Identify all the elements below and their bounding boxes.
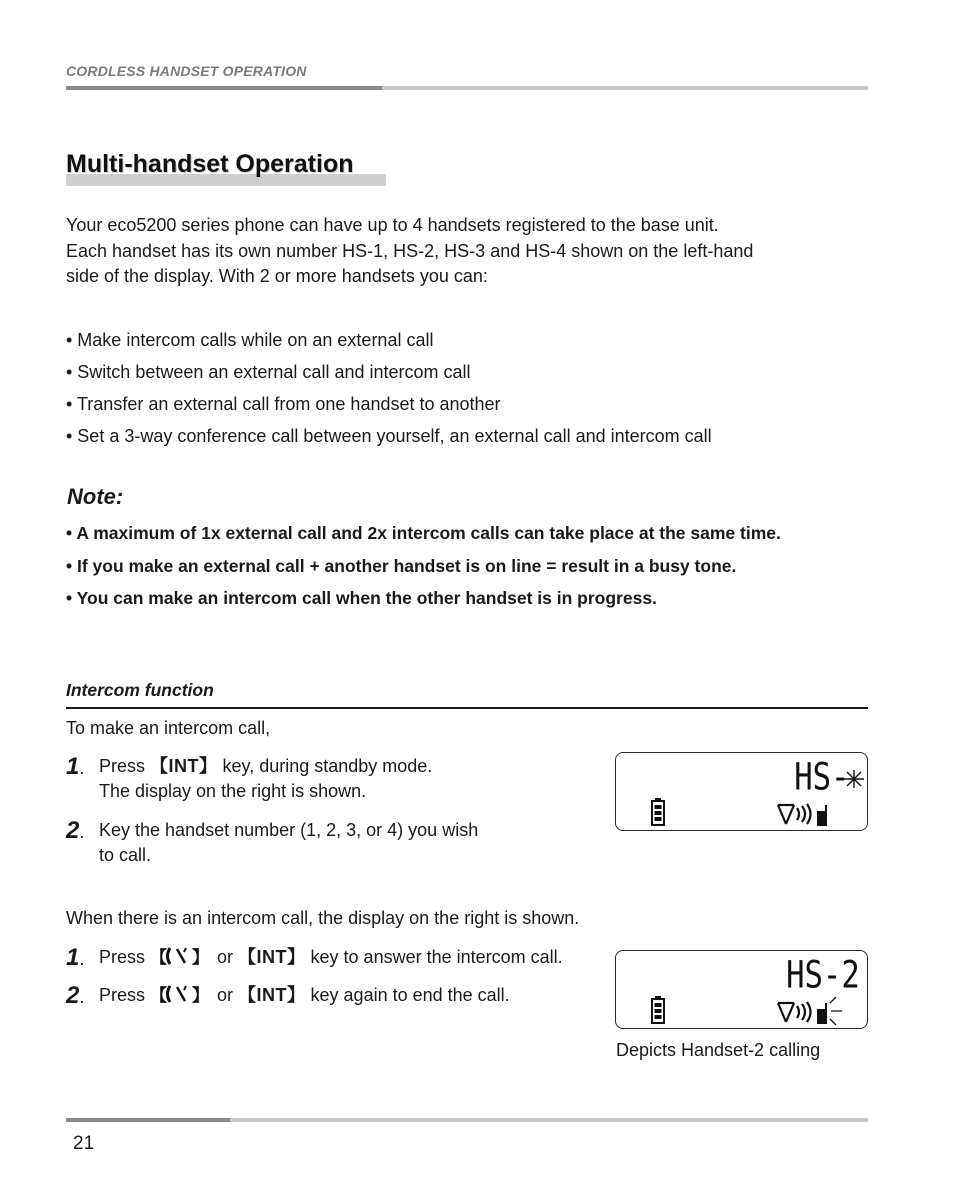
lcd-display-graphic <box>616 951 867 1028</box>
signal-antenna-icon <box>778 804 811 824</box>
svg-text:【: 【 <box>150 986 168 1004</box>
step-number: 1 <box>66 944 80 971</box>
page-title-block <box>66 150 354 179</box>
step-2: 2. <box>66 817 85 844</box>
step-1-text: Press 【INT】 key, during standby mode. The display on the right is shown. <box>99 756 433 801</box>
feature-list <box>66 327 886 455</box>
intercom-intro: To make an intercom call, <box>66 718 271 738</box>
intro-line: side of the display. With 2 or more handsets you can: <box>66 266 488 286</box>
lcd-hs-text: HS-2 <box>786 953 860 998</box>
note-item: • A maximum of 1x external call and 2x intercom calls can take place at the same time. <box>66 523 781 543</box>
talk-key-icon <box>150 984 212 1004</box>
step-number: 2 <box>66 982 80 1009</box>
lcd-display-graphic <box>616 753 867 830</box>
section-label: CORDLESS HANDSET OPERATION <box>66 63 307 79</box>
handset-ringing-icon <box>817 997 842 1025</box>
step-number: 1 <box>66 753 80 780</box>
answer-step-1-text: Press 【 】 or 【INT】 key to answer the intercom call. <box>99 947 563 967</box>
footer-rule <box>66 1118 868 1122</box>
intro-line: Each handset has its own number HS-1, HS-2, HS-3 and HS-4 shown on the left-hand <box>66 240 754 261</box>
list-item: • Set a 3-way conference call between yourself, an external call and intercom call <box>66 426 712 446</box>
lcd-display-standby <box>615 752 868 831</box>
note-list <box>66 521 896 619</box>
step-number: 2 <box>66 817 80 844</box>
incoming-intro: When there is an intercom call, the display on the right is shown. <box>66 908 580 928</box>
answer-step-2-text: Press 【 】 or 【INT】 key again to end the call. <box>99 985 510 1005</box>
intercom-heading: Intercom function <box>66 680 214 700</box>
answer-step-2: 2. <box>66 982 85 1009</box>
handset-icon <box>817 805 827 826</box>
intro-line: Your eco5200 series phone can have up to 4 handsets registered to the base unit. <box>66 215 719 235</box>
battery-icon <box>652 996 664 1023</box>
answer-step-1: 1. <box>66 944 85 971</box>
note-title: Note: <box>67 484 124 509</box>
note-item: • You can make an intercom call when the other handset is in progress. <box>66 588 657 608</box>
list-item: • Transfer an external call from one handset to another <box>66 394 501 414</box>
int-key-label: 【INT】 <box>238 985 306 1005</box>
step-1: 1. <box>66 753 85 780</box>
lcd-hs-text: HS- <box>794 755 850 800</box>
int-key-label: 【INT】 <box>238 947 306 967</box>
page-number: 21 <box>73 1133 95 1154</box>
section-rule <box>66 707 868 709</box>
list-item: • Make intercom calls while on an external call <box>66 330 434 350</box>
list-item: • Switch between an external call and intercom call <box>66 362 471 382</box>
signal-antenna-icon <box>778 1002 811 1022</box>
svg-text:【: 【 <box>150 948 168 966</box>
display-caption: Depicts Handset-2 calling <box>616 1040 821 1060</box>
int-key-label: 【INT】 <box>150 756 218 776</box>
svg-text:】: 】 <box>192 948 210 966</box>
flash-indicator-icon <box>844 770 864 788</box>
intro-paragraph <box>66 213 876 290</box>
svg-text:】: 】 <box>192 986 210 1004</box>
note-item: • If you make an external call + another handset is on line = result in a busy tone. <box>66 555 737 576</box>
battery-icon <box>652 798 664 825</box>
header-rule <box>66 86 868 90</box>
talk-key-icon <box>150 946 212 966</box>
step-2-text: Key the handset number (1, 2, 3, or 4) you wish to call. <box>99 820 479 865</box>
lcd-display-incoming <box>615 950 868 1029</box>
page-title: Multi-handset Operation <box>66 150 354 178</box>
